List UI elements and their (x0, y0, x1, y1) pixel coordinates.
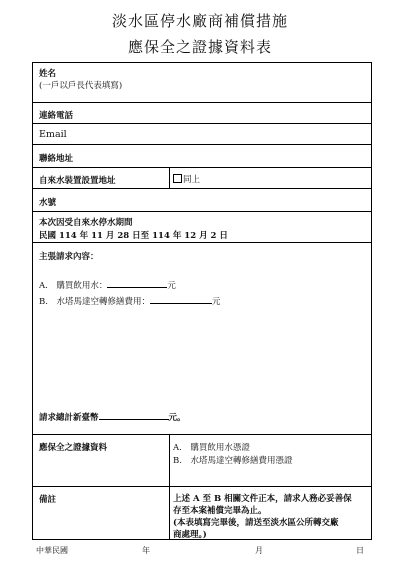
claim-item-b (39, 295, 220, 307)
same-as-above-option[interactable] (173, 173, 200, 185)
outage-period: 民國 114 年 11 月 28 日至 114 年 12 月 2 日 (39, 231, 228, 241)
address-label: 聯絡地址 (39, 154, 74, 164)
claim-content-row (33, 243, 371, 435)
name-row (33, 63, 371, 103)
evidence-label: 應保全之證據資料 (39, 443, 108, 453)
date-year-label: 年 (142, 546, 150, 555)
checkbox-icon[interactable] (173, 174, 182, 183)
remarks-line-2: 存至本案補償完畢為止。 (173, 506, 267, 516)
water-address-label: 自來水裝置設置地址 (39, 176, 116, 186)
evidence-item-b: B. 水塔馬達空轉修繕費用憑證 (173, 456, 293, 466)
remarks-line-4: 商處理。) (173, 530, 207, 540)
claim-b-label: B. 水塔馬達空轉修繕費用： (39, 297, 150, 307)
water-address-row (33, 168, 371, 189)
claim-b-unit: 元 (211, 297, 221, 307)
claim-a-unit: 元 (167, 281, 176, 291)
name-label: 姓名 (39, 69, 57, 79)
same-as-above-label: 同上 (183, 175, 201, 185)
form-subtitle: 應保全之證據資料表 (127, 38, 272, 56)
total-label: 請求總計新臺幣 (39, 413, 99, 423)
address-row (33, 145, 371, 168)
evidence-form-table (32, 62, 372, 540)
date-era-label: 中華民國 (36, 546, 68, 555)
outage-label: 本次因受自來水停水期間 (39, 218, 133, 228)
form-title: 淡水區停水廠商補償措施 (111, 12, 288, 30)
column-divider (169, 487, 170, 539)
outage-period-row (33, 212, 371, 243)
date-month-label: 月 (255, 546, 263, 555)
remarks-line-3: (本表填寫完畢後，請送至淡水區公所轉交廠 (173, 518, 339, 528)
name-hint: (一戶以戶長代表填寫) (39, 81, 123, 91)
total-unit: 元。 (168, 413, 186, 423)
remarks-row (33, 487, 371, 539)
email-row (33, 124, 371, 145)
claim-a-label: A. 購買飲用水： (39, 281, 108, 291)
remarks-label: 備註 (39, 495, 57, 505)
claim-a-amount-field[interactable] (107, 287, 167, 288)
claim-title: 主張請求內容： (39, 252, 99, 262)
claim-total (39, 411, 186, 423)
date-day-label: 日 (356, 546, 364, 555)
claim-b-amount-field[interactable] (150, 303, 212, 304)
phone-label: 連絡電話 (39, 111, 74, 121)
column-divider (169, 435, 170, 486)
email-label: Email (39, 129, 67, 140)
evidence-item-a: A. 購買飲用水憑證 (173, 443, 250, 453)
water-number-row (33, 189, 371, 212)
phone-row (33, 103, 371, 124)
total-amount-field[interactable] (99, 419, 169, 420)
evidence-row (33, 435, 371, 487)
water-number-label: 水號 (39, 198, 57, 208)
claim-item-a (39, 279, 176, 291)
remarks-line-1: 上述 A 至 B 相關文件正本，請求人務必妥善保 (173, 494, 352, 504)
column-divider (169, 168, 170, 188)
